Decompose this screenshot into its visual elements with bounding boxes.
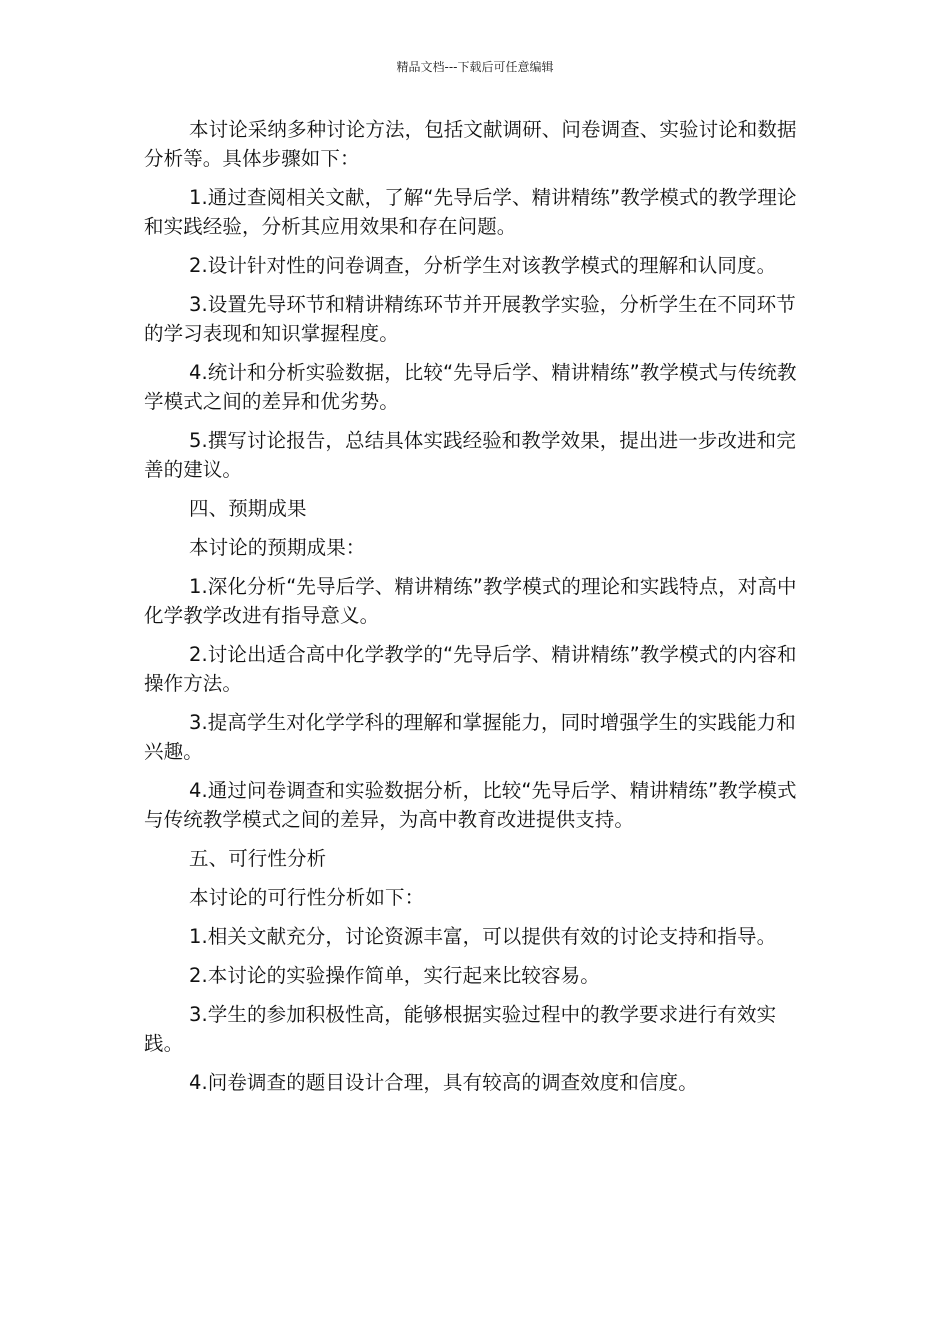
feasibility-point-4: 4.问卷调查的题目设计合理，具有较高的调查效度和信度。 <box>189 1071 698 1094</box>
expected-result-1: 1.深化分析“先导后学、精讲精练”教学模式的理论和实践特点，对高中化学教学改进有指导意义。 <box>144 575 797 627</box>
section-heading-feasibility: 五、可行性分析 <box>189 847 327 870</box>
method-step-3: 3.设置先导环节和精讲精练环节并开展教学实验，分析学生在不同环节的学习表现和知识掌握程度。 <box>144 293 796 345</box>
document-body <box>144 115 804 1107</box>
section-heading-expected-results: 四、预期成果 <box>189 497 307 520</box>
feasibility-intro: 本讨论的可行性分析如下： <box>189 886 425 909</box>
method-step-5: 5.撰写讨论报告，总结具体实践经验和教学效果，提出进一步改进和完善的建议。 <box>144 429 796 481</box>
page-header: 精品文档---下载后可任意编辑 <box>396 60 554 74</box>
feasibility-point-1: 1.相关文献充分，讨论资源丰富，可以提供有效的讨论支持和指导。 <box>189 925 777 948</box>
expected-result-4: 4.通过问卷调查和实验数据分析，比较“先导后学、精讲精练”教学模式与传统教学模式之间的差异，为高中教育改进提供支持。 <box>144 779 797 831</box>
methods-intro-paragraph: 本讨论采纳多种讨论方法，包括文献调研、问卷调查、实验讨论和数据分析等。具体步骤如下： <box>144 118 797 170</box>
expected-result-2: 2.讨论出适合高中化学教学的“先导后学、精讲精练”教学模式的内容和操作方法。 <box>144 643 797 695</box>
expected-results-intro: 本讨论的预期成果： <box>189 536 366 559</box>
method-step-1: 1.通过查阅相关文献，了解“先导后学、精讲精练”教学模式的教学理论和实践经验，分析其应用效果和存在问题。 <box>144 186 797 238</box>
expected-result-3: 3.提高学生对化学学科的理解和掌握能力，同时增强学生的实践能力和兴趣。 <box>144 711 796 763</box>
method-step-4: 4.统计和分析实验数据，比较“先导后学、精讲精练”教学模式与传统教学模式之间的差异和优劣势。 <box>144 361 797 413</box>
method-step-2: 2.设计针对性的问卷调查，分析学生对该教学模式的理解和认同度。 <box>189 254 777 277</box>
feasibility-point-2: 2.本讨论的实验操作简单，实行起来比较容易。 <box>189 964 600 987</box>
feasibility-point-3: 3.学生的参加积极性高，能够根据实验过程中的教学要求进行有效实践。 <box>144 1003 777 1055</box>
